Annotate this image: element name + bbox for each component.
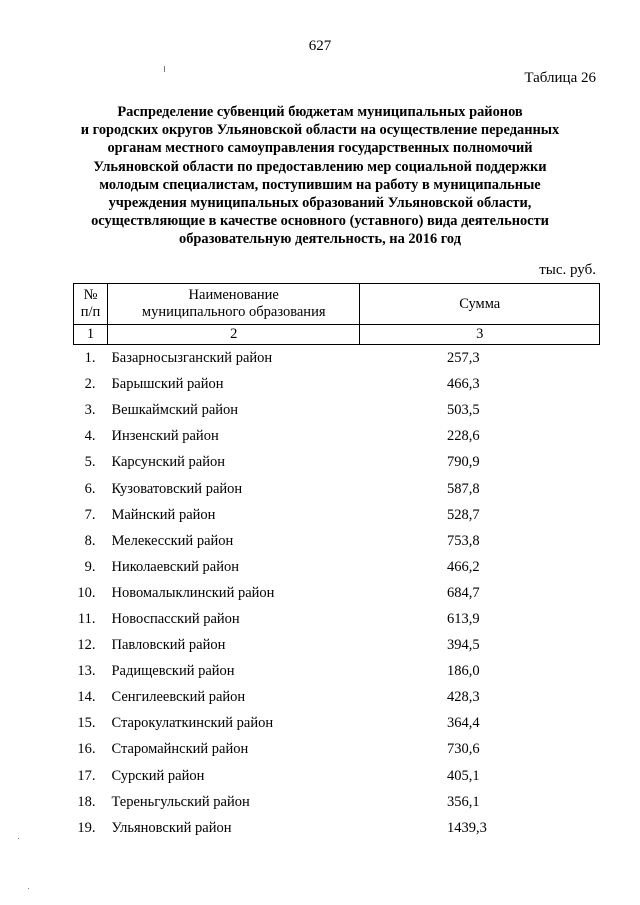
- row-number: 14.: [77, 689, 96, 706]
- row-sum: 528,7: [446, 506, 480, 523]
- subvention-table: [73, 283, 600, 841]
- table-row: [74, 345, 600, 372]
- row-name: Базарносызганский район: [111, 350, 273, 367]
- row-sum: 587,8: [446, 480, 480, 497]
- row-sum: 186,0: [446, 663, 480, 680]
- row-sum: 394,5: [446, 637, 480, 654]
- table-row: [74, 397, 600, 423]
- table-row: [74, 710, 600, 736]
- unit-label: тыс. руб.: [539, 262, 596, 278]
- row-name: Барышский район: [111, 376, 224, 393]
- row-name: Старокулаткинский район: [111, 715, 274, 732]
- scan-speck: [28, 888, 29, 889]
- header-name-line2: муниципального образования: [141, 304, 326, 320]
- document-title: [60, 103, 580, 249]
- title-line: образовательную деятельность, на 2016 год: [179, 231, 461, 248]
- header-number: [74, 284, 108, 325]
- row-sum: 790,9: [446, 454, 480, 471]
- table-row: [74, 423, 600, 449]
- table-row: [74, 580, 600, 606]
- title-line: осуществляющие в качестве основного (уставного) вида деятельности: [91, 213, 549, 230]
- row-sum: 466,2: [446, 558, 480, 575]
- row-name: Мелекесский район: [111, 532, 234, 549]
- row-name: Сурский район: [111, 767, 205, 784]
- row-sum: 228,6: [446, 428, 480, 445]
- row-number: 18.: [77, 793, 96, 810]
- table-row: [74, 763, 600, 789]
- row-number: 8.: [84, 532, 96, 549]
- header-name-line1: Наименование: [188, 287, 279, 303]
- scan-speck: [164, 66, 165, 72]
- row-name: Новоспасский район: [111, 610, 240, 627]
- row-number: 13.: [77, 663, 96, 680]
- scan-speck: [18, 838, 19, 839]
- row-number: 19.: [77, 819, 96, 836]
- row-sum: 364,4: [446, 715, 480, 732]
- column-number-row: [74, 325, 600, 345]
- table-row: [74, 554, 600, 580]
- row-name: Тереньгульский район: [111, 793, 250, 810]
- column-number: 1: [74, 325, 108, 345]
- row-number: 3.: [84, 402, 96, 419]
- row-sum: 428,3: [446, 689, 480, 706]
- title-line: и городских округов Ульяновской области на осуществление переданных: [80, 122, 560, 139]
- row-sum: 1439,3: [446, 819, 487, 836]
- row-name: Инзенский район: [111, 428, 219, 445]
- title-line: молодым специалистам, поступившим на работу в муниципальные: [99, 176, 541, 193]
- row-number: 9.: [84, 558, 96, 575]
- row-number: 4.: [84, 428, 96, 445]
- table-label: Таблица 26: [524, 70, 596, 86]
- table-row: [74, 606, 600, 632]
- row-sum: 405,1: [446, 767, 480, 784]
- title-line: Ульяновской области по предоставлению мер социальной поддержки: [93, 158, 547, 175]
- title-line: органам местного самоуправления государственных полномочий: [107, 140, 533, 157]
- table-row: [74, 684, 600, 710]
- table-row: [74, 736, 600, 762]
- title-line: Распределение субвенций бюджетам муниципальных районов: [117, 104, 523, 120]
- row-name: Новомалыклинский район: [111, 584, 275, 601]
- table-row: [74, 371, 600, 397]
- row-sum: 503,5: [446, 402, 480, 419]
- row-name: Павловский район: [111, 637, 226, 654]
- title-line: учреждения муниципальных образований Ульяновской области,: [108, 195, 532, 212]
- row-sum: 257,3: [446, 350, 480, 367]
- column-number: 2: [107, 325, 359, 345]
- table-row: [74, 632, 600, 658]
- column-number: 3: [360, 325, 600, 345]
- row-name: Сенгилеевский район: [111, 689, 246, 706]
- table-body: [74, 345, 600, 841]
- row-number: 2.: [84, 376, 96, 393]
- row-name: Майнский район: [111, 506, 216, 523]
- header-name: [107, 284, 359, 325]
- row-number: 10.: [77, 584, 96, 601]
- table-row: [74, 475, 600, 501]
- table-row: [74, 658, 600, 684]
- row-sum: 466,3: [446, 376, 480, 393]
- row-number: 16.: [77, 741, 96, 758]
- row-name: Ульяновский район: [111, 819, 232, 836]
- table-row: [74, 502, 600, 528]
- table-row: [74, 449, 600, 475]
- row-number: 17.: [77, 767, 96, 784]
- row-name: Вешкаймский район: [111, 402, 239, 419]
- table-header-row: [74, 284, 600, 325]
- row-sum: 356,1: [446, 793, 480, 810]
- row-sum: 613,9: [446, 610, 480, 627]
- row-number: 7.: [84, 506, 96, 523]
- row-name: Николаевский район: [111, 558, 240, 575]
- row-name: Старомайнский район: [111, 741, 249, 758]
- table-row: [74, 815, 600, 841]
- table-row: [74, 789, 600, 815]
- row-number: 1.: [84, 350, 96, 367]
- row-number: 5.: [84, 454, 96, 471]
- row-number: 15.: [77, 715, 96, 732]
- row-name: Карсунский район: [111, 454, 225, 471]
- row-name: Радищевский район: [111, 663, 235, 680]
- row-sum: 730,6: [446, 741, 480, 758]
- header-sum: Сумма: [360, 284, 600, 325]
- row-sum: 684,7: [446, 584, 480, 601]
- header-number-line2: п/п: [80, 304, 101, 320]
- header-number-line1: №: [83, 287, 98, 303]
- table-row: [74, 528, 600, 554]
- row-number: 12.: [77, 637, 96, 654]
- page-number: 627: [308, 38, 332, 54]
- row-sum: 753,8: [446, 532, 480, 549]
- row-number: 6.: [84, 480, 96, 497]
- row-number: 11.: [77, 610, 96, 627]
- row-name: Кузоватовский район: [111, 480, 243, 497]
